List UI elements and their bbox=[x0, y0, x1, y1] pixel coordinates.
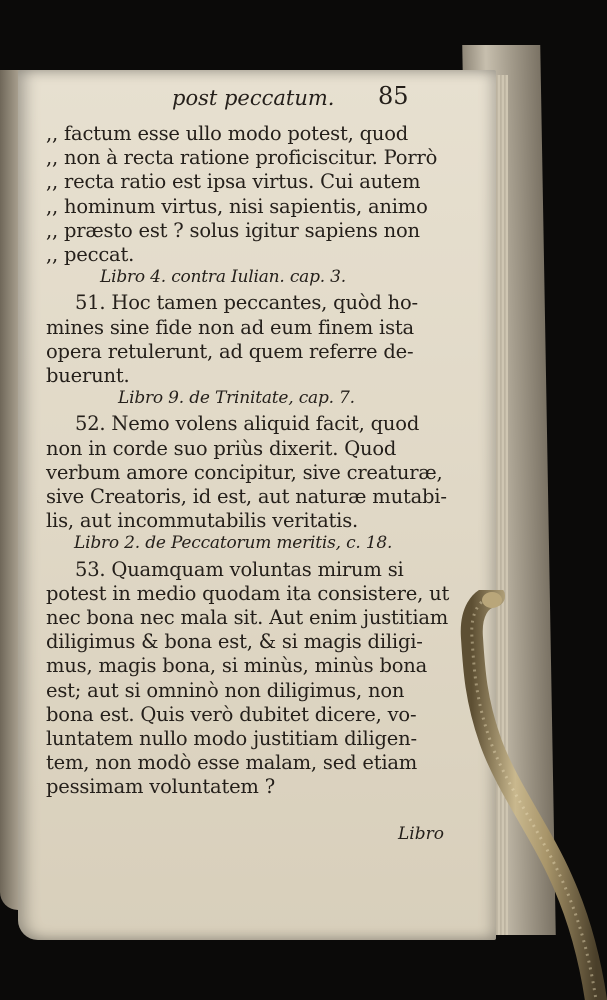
source-citation: Libro 4. contra Iulian. cap. 3. bbox=[100, 267, 346, 288]
text-line: ,, recta ratio est ipsa virtus. Cui autem bbox=[46, 170, 421, 194]
text-line: 53. Quamquam voluntas mirum si bbox=[75, 557, 404, 581]
brass-snake-bookmark-icon bbox=[450, 590, 607, 1000]
text-line: opera retulerunt, ad quem referre de- bbox=[46, 339, 414, 363]
text-line: lis, aut incommutabilis veritatis. bbox=[46, 509, 359, 533]
source-citation: Libro 2. de Peccatorum meritis, c. 18. bbox=[74, 533, 393, 554]
text-line: luntatem nullo modo justitiam diligen- bbox=[46, 727, 417, 750]
text-line: non in corde suo priùs dixerit. Quod bbox=[46, 436, 397, 460]
catchword: Libro bbox=[398, 824, 444, 844]
text-line: ,, non à recta ratione proficiscitur. Porrò bbox=[46, 146, 438, 170]
text-line: ,, peccat. bbox=[46, 243, 135, 266]
text-line: tem, non modò esse malam, sed etiam bbox=[46, 751, 418, 775]
text-line: nec bona nec mala sit. Aut enim justitiam bbox=[46, 606, 449, 629]
text-line: diligimus & bona est, & si magis diligi- bbox=[46, 630, 423, 654]
text-line: est; aut si omninò non diligimus, non bbox=[46, 678, 405, 702]
text-line: ,, præsto est ? solus igitur sapiens non bbox=[46, 218, 420, 242]
text-line: pessimam voluntatem ? bbox=[46, 775, 275, 799]
page-number: 85 bbox=[378, 82, 409, 110]
text-line: verbum amore concipitur, sive creaturæ, bbox=[46, 460, 443, 484]
text-line: sive Creatoris, id est, aut naturæ mutabi- bbox=[46, 485, 447, 508]
running-head: post peccatum. bbox=[172, 86, 335, 110]
source-citation: Libro 9. de Trinitate, cap. 7. bbox=[118, 388, 355, 409]
text-line: bona est. Quis verò dubitet dicere, vo- bbox=[46, 702, 417, 726]
text-line: buerunt. bbox=[46, 364, 130, 387]
text-line: mines sine fide non ad eum finem ista bbox=[46, 315, 414, 339]
text-line: 51. Hoc tamen peccantes, quòd ho- bbox=[75, 291, 418, 315]
text-line: potest in medio quodam ita consistere, ut bbox=[46, 581, 450, 605]
text-line: mus, magis bona, si minùs, minùs bona bbox=[46, 654, 428, 678]
text-line: 52. Nemo volens aliquid facit, quod bbox=[75, 412, 420, 436]
text-line: ,, hominum virtus, nisi sapientis, animo bbox=[46, 194, 428, 218]
text-line: ,, factum esse ullo modo potest, quod bbox=[46, 122, 409, 145]
